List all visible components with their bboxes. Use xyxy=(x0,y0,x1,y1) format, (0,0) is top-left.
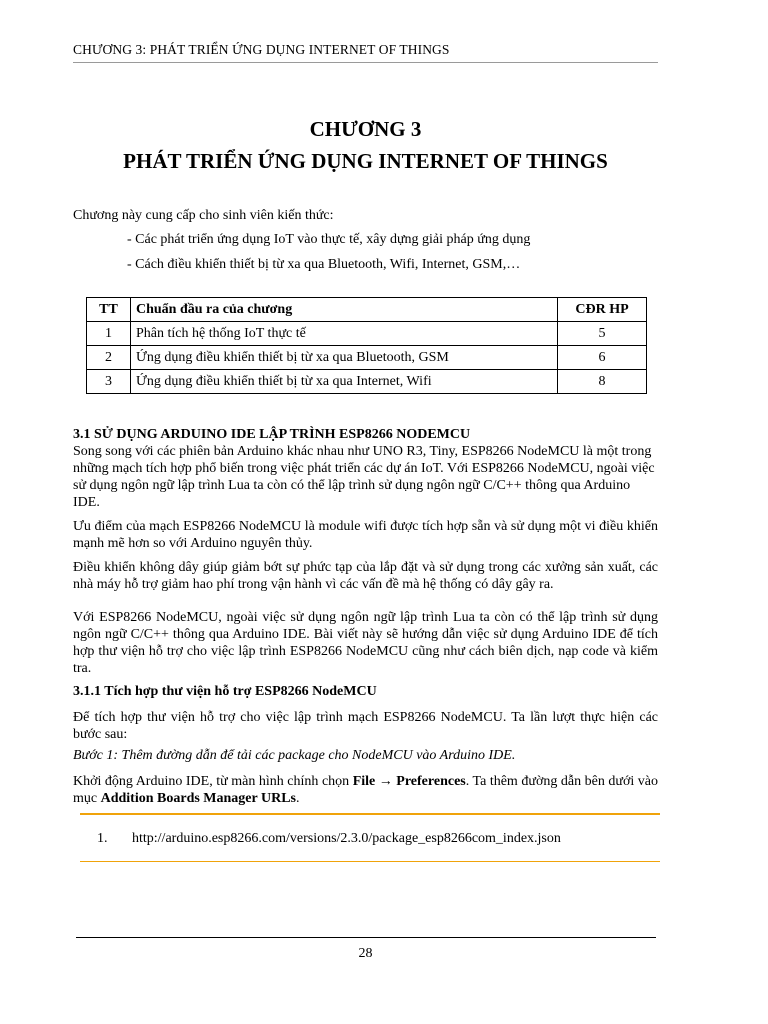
step-instruction: Bước 1: Thêm đường dẫn để tải các package cho NodeMCU vào Arduino IDE. xyxy=(73,748,516,763)
table-row xyxy=(87,346,647,370)
code-url: http://arduino.esp8266.com/versions/2.3.0/package_esp8266com_index.json xyxy=(132,831,561,846)
table-header-row xyxy=(87,298,647,322)
menu-path: File → Preferences xyxy=(352,774,466,789)
intro-text: Chương này cung cấp cho sinh viên kiến thức: xyxy=(73,208,334,223)
paragraph: Song song với các phiên bản Arduino khác nhau như UNO R3, Tiny, ESP8266 NodeMCU là một trong những mạch tích hợp phổ biến trong việc phát triển các dự án IoT. Với ESP8266 NodeMCU, ngoài việc sử dụng ngôn ngữ lập trình Lua ta còn có thể lập trình sử dụng ngôn ngữ C/C++ thông qua Arduino IDE. xyxy=(73,444,655,510)
table-row xyxy=(87,322,647,346)
setting-name: Addition Boards Manager URLs xyxy=(100,791,296,806)
code-block-bottom-border xyxy=(80,861,660,862)
paragraph: Với ESP8266 NodeMCU, ngoài việc sử dụng ngôn ngữ lập trình Lua ta còn có thể lập trình sử dụng ngôn ngữ C/C++ thông qua Arduino IDE. Bài viết này sẽ hướng dẫn việc sử dụng Arduino IDE để tích hợp thư viện hỗ trợ cho việc lập trình ESP8266 NodeMCU cũng như cách biên dịch, nạp code và kiểm tra. xyxy=(73,610,658,676)
table-cell: Phân tích hệ thống IoT thực tế xyxy=(131,322,558,346)
table-row xyxy=(87,370,647,394)
table-header-cell: Chuẩn đầu ra của chương xyxy=(131,298,558,322)
subsection-heading: 3.1.1 Tích hợp thư viện hỗ trợ ESP8266 NodeMCU xyxy=(73,684,377,699)
table-cell: 6 xyxy=(558,346,647,370)
code-block-top-border xyxy=(80,813,660,815)
running-header: CHƯƠNG 3: PHÁT TRIỂN ỨNG DỤNG INTERNET OF THINGS xyxy=(73,42,450,57)
table-cell: 2 xyxy=(87,346,131,370)
table-cell: 1 xyxy=(87,322,131,346)
learning-outcomes-table xyxy=(86,297,647,394)
chapter-subtitle: PHÁT TRIỂN ỨNG DỤNG INTERNET OF THINGS xyxy=(123,149,608,173)
table-header-cell: CĐR HP xyxy=(558,298,647,322)
paragraph xyxy=(73,773,658,807)
table-cell: 3 xyxy=(87,370,131,394)
intro-bullet: - Các phát triển ứng dụng IoT vào thực tế, xây dựng giải pháp ứng dụng xyxy=(127,232,531,247)
paragraph: Để tích hợp thư viện hỗ trợ cho việc lập trình mạch ESP8266 NodeMCU. Ta lần lượt thực hiện các bước sau: xyxy=(73,710,658,742)
table-cell: Ứng dụng điều khiển thiết bị từ xa qua Internet, Wifi xyxy=(131,370,558,394)
intro-bullet: - Cách điều khiển thiết bị từ xa qua Bluetooth, Wifi, Internet, GSM,… xyxy=(127,257,521,272)
paragraph-text: . xyxy=(296,791,300,806)
header-divider xyxy=(73,62,658,63)
chapter-title: CHƯƠNG 3 xyxy=(309,117,422,141)
table-header-cell: TT xyxy=(87,298,131,322)
table-cell: 5 xyxy=(558,322,647,346)
paragraph: Điều khiển không dây giúp giảm bớt sự phức tạp của lắp đặt và sử dụng trong các xưởng sản xuất, các nhà máy hỗ trợ giảm hao phí trong vận hành vì các vấn đề mà hệ thống có dây gây ra. xyxy=(73,560,658,592)
section-heading: 3.1 SỬ DỤNG ARDUINO IDE LẬP TRÌNH ESP8266 NODEMCU xyxy=(73,427,471,442)
table-cell: Ứng dụng điều khiển thiết bị từ xa qua Bluetooth, GSM xyxy=(131,346,558,370)
code-line-number: 1. xyxy=(97,831,108,846)
paragraph-text: . Ta thêm đường dẫn bên dưới vào mục xyxy=(73,774,658,806)
table-cell: 8 xyxy=(558,370,647,394)
paragraph: Ưu điểm của mạch ESP8266 NodeMCU là module wifi được tích hợp sẵn và sử dụng một vi điều khiển mạnh mẽ hơn so với Arduino nguyên thủy. xyxy=(73,519,658,551)
footer-divider xyxy=(76,937,656,938)
page-number: 28 xyxy=(358,946,373,961)
paragraph-text: Khởi động Arduino IDE, từ màn hình chính chọn xyxy=(73,774,353,789)
